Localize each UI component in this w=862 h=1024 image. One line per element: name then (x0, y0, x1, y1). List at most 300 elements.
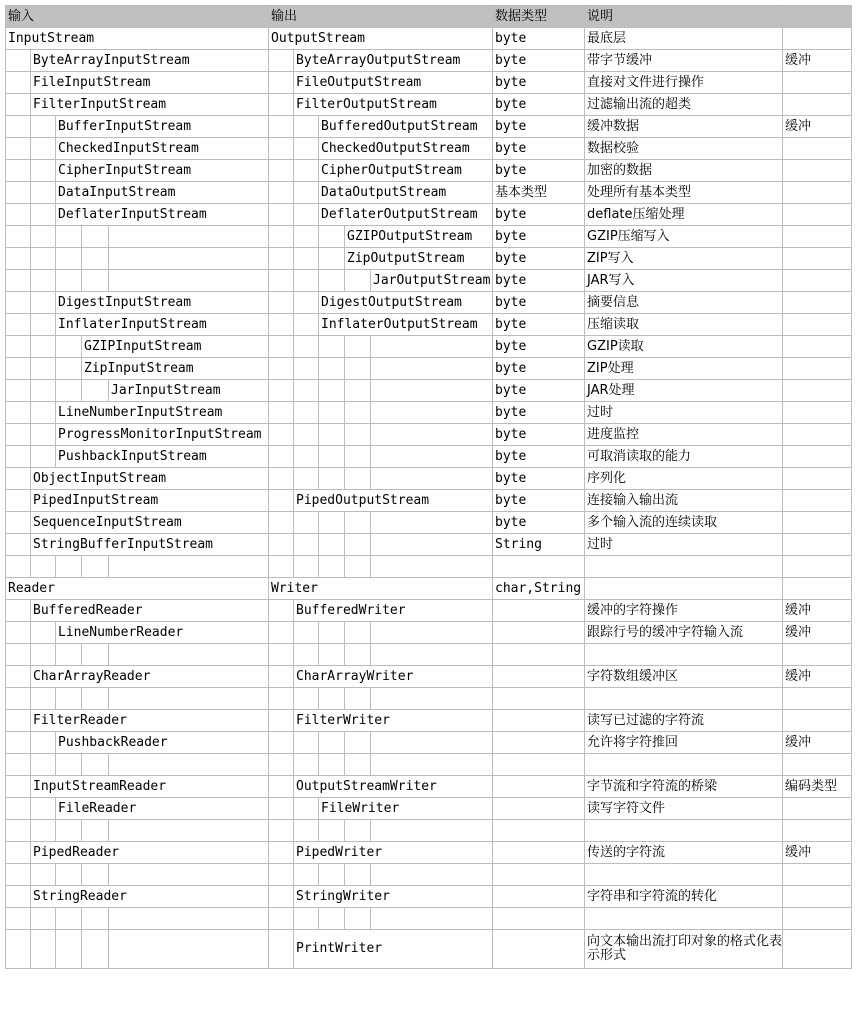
input-indent-cell (6, 754, 31, 776)
input-indent-cell (31, 820, 56, 842)
extra-note-cell (783, 182, 852, 204)
description-cell: 处理所有基本类型 (585, 182, 783, 204)
data-type-cell (493, 666, 585, 688)
output-indent-cell (371, 644, 493, 666)
output-indent-cell (269, 160, 294, 182)
description-cell: 加密的数据 (585, 160, 783, 182)
output-indent-cell (345, 622, 371, 644)
output-indent-cell (319, 688, 345, 710)
extra-note-cell: 缓冲 (783, 116, 852, 138)
output-indent-cell (319, 512, 345, 534)
extra-note-cell: 缓冲 (783, 50, 852, 72)
output-indent-cell (294, 446, 319, 468)
input-class-name: StringReader (31, 886, 269, 908)
input-class-name: JarInputStream (109, 380, 269, 402)
input-indent-cell (56, 754, 82, 776)
data-type-cell (493, 556, 585, 578)
input-class-name: ProgressMonitorInputStream (56, 424, 269, 446)
input-class-name: InputStream (6, 28, 269, 50)
extra-note-cell (783, 204, 852, 226)
output-indent-cell (345, 864, 371, 886)
input-class-name: SequenceInputStream (31, 512, 269, 534)
table-row (6, 292, 852, 314)
description-cell (585, 754, 783, 776)
table-row (6, 710, 852, 732)
output-indent-cell (294, 204, 319, 226)
extra-note-cell (783, 248, 852, 270)
output-indent-cell (345, 688, 371, 710)
output-indent-cell (294, 556, 319, 578)
data-type-cell: byte (493, 116, 585, 138)
data-type-cell (493, 864, 585, 886)
output-indent-cell (319, 908, 345, 930)
output-indent-cell (371, 358, 493, 380)
output-indent-cell (269, 512, 294, 534)
output-indent-cell (269, 94, 294, 116)
input-indent-cell (31, 622, 56, 644)
description-cell: 摘要信息 (585, 292, 783, 314)
extra-note-cell (783, 490, 852, 512)
data-type-cell: byte (493, 490, 585, 512)
input-indent-cell (6, 512, 31, 534)
input-indent-cell (6, 94, 31, 116)
input-indent-cell (82, 688, 109, 710)
output-indent-cell (294, 314, 319, 336)
table-row (6, 138, 852, 160)
output-indent-cell (319, 468, 345, 490)
input-class-name: BufferInputStream (56, 116, 269, 138)
data-type-cell: byte (493, 160, 585, 182)
table-row (6, 512, 852, 534)
description-cell (585, 578, 783, 600)
input-indent-cell (82, 380, 109, 402)
output-indent-cell (294, 468, 319, 490)
output-indent-cell (294, 424, 319, 446)
output-indent-cell (269, 204, 294, 226)
input-indent-cell (56, 380, 82, 402)
input-class-name: CheckedInputStream (56, 138, 269, 160)
input-indent-cell (31, 732, 56, 754)
output-indent-cell (345, 644, 371, 666)
extra-note-cell: 缓冲 (783, 732, 852, 754)
output-indent-cell (269, 138, 294, 160)
output-indent-cell (371, 380, 493, 402)
output-class-name: CharArrayWriter (294, 666, 493, 688)
header-description: 说明 (585, 6, 783, 28)
input-class-name: FilterInputStream (31, 94, 269, 116)
input-class-name: DeflaterInputStream (56, 204, 269, 226)
output-indent-cell (371, 402, 493, 424)
output-indent-cell (294, 116, 319, 138)
output-indent-cell (319, 446, 345, 468)
output-indent-cell (371, 512, 493, 534)
output-indent-cell (345, 380, 371, 402)
output-indent-cell (319, 226, 345, 248)
input-indent-cell (6, 160, 31, 182)
input-indent-cell (31, 160, 56, 182)
data-type-cell: char,String (493, 578, 585, 600)
output-indent-cell (371, 732, 493, 754)
input-class-name: GZIPInputStream (82, 336, 269, 358)
input-indent-cell (6, 666, 31, 688)
input-class-name: BufferedReader (31, 600, 269, 622)
table-row (6, 402, 852, 424)
table-row (6, 578, 852, 600)
output-class-name: Writer (269, 578, 493, 600)
output-indent-cell (269, 732, 294, 754)
output-indent-cell (319, 622, 345, 644)
table-row (6, 468, 852, 490)
input-indent-cell (56, 270, 82, 292)
output-indent-cell (269, 402, 294, 424)
input-indent-cell (6, 358, 31, 380)
output-indent-cell (345, 512, 371, 534)
input-indent-cell (6, 534, 31, 556)
output-indent-cell (319, 270, 345, 292)
input-indent-cell (56, 336, 82, 358)
output-class-name: ByteArrayOutputStream (294, 50, 493, 72)
output-indent-cell (269, 490, 294, 512)
input-indent-cell (6, 72, 31, 94)
data-type-cell: byte (493, 402, 585, 424)
table-row (6, 358, 852, 380)
input-indent-cell (6, 468, 31, 490)
description-cell: 读写已过滤的字符流 (585, 710, 783, 732)
input-class-name: CharArrayReader (31, 666, 269, 688)
output-indent-cell (269, 292, 294, 314)
input-indent-cell (31, 688, 56, 710)
input-indent-cell (82, 270, 109, 292)
table-row (6, 534, 852, 556)
output-indent-cell (294, 732, 319, 754)
extra-note-cell (783, 424, 852, 446)
output-indent-cell (319, 820, 345, 842)
input-indent-cell (6, 336, 31, 358)
extra-note-cell (783, 160, 852, 182)
output-indent-cell (269, 710, 294, 732)
input-indent-cell (31, 336, 56, 358)
description-cell (585, 908, 783, 930)
description-cell: 字节流和字符流的桥梁 (585, 776, 783, 798)
data-type-cell: byte (493, 28, 585, 50)
output-indent-cell (371, 468, 493, 490)
input-indent-cell (6, 138, 31, 160)
output-indent-cell (294, 270, 319, 292)
output-indent-cell (294, 688, 319, 710)
output-class-name: BufferedOutputStream (319, 116, 493, 138)
description-cell: 向文本输出流打印对象的格式化表示形式 (585, 930, 783, 969)
description-cell (585, 644, 783, 666)
input-indent-cell (6, 226, 31, 248)
output-indent-cell (345, 534, 371, 556)
output-class-name: DigestOutputStream (319, 292, 493, 314)
output-indent-cell (345, 556, 371, 578)
input-indent-cell (56, 556, 82, 578)
output-indent-cell (294, 248, 319, 270)
input-indent-cell (6, 776, 31, 798)
table-row (6, 490, 852, 512)
output-indent-cell (345, 754, 371, 776)
input-indent-cell (31, 314, 56, 336)
input-class-name: FileInputStream (31, 72, 269, 94)
description-cell: GZIP读取 (585, 336, 783, 358)
extra-note-cell (783, 446, 852, 468)
extra-note-cell: 编码类型 (783, 776, 852, 798)
table-row (6, 644, 852, 666)
output-indent-cell (371, 534, 493, 556)
input-indent-cell (31, 248, 56, 270)
input-indent-cell (109, 864, 269, 886)
data-type-cell: byte (493, 204, 585, 226)
output-indent-cell (269, 776, 294, 798)
input-indent-cell (109, 556, 269, 578)
input-indent-cell (82, 864, 109, 886)
input-class-name: ZipInputStream (82, 358, 269, 380)
output-indent-cell (294, 358, 319, 380)
output-indent-cell (345, 732, 371, 754)
input-class-name: PushbackReader (56, 732, 269, 754)
input-indent-cell (109, 248, 269, 270)
java-io-stream-table (5, 5, 852, 969)
input-indent-cell (82, 820, 109, 842)
data-type-cell: byte (493, 226, 585, 248)
input-indent-cell (6, 380, 31, 402)
input-indent-cell (31, 116, 56, 138)
output-indent-cell (294, 754, 319, 776)
output-class-name: PipedOutputStream (294, 490, 493, 512)
extra-note-cell (783, 578, 852, 600)
extra-note-cell: 缓冲 (783, 600, 852, 622)
input-class-name: PipedReader (31, 842, 269, 864)
output-indent-cell (371, 688, 493, 710)
description-cell: 序列化 (585, 468, 783, 490)
input-indent-cell (6, 270, 31, 292)
output-class-name: InflaterOutputStream (319, 314, 493, 336)
data-type-cell: byte (493, 314, 585, 336)
input-indent-cell (6, 248, 31, 270)
output-indent-cell (269, 842, 294, 864)
input-class-name: ObjectInputStream (31, 468, 269, 490)
table-row (6, 160, 852, 182)
table-row (6, 930, 852, 969)
output-indent-cell (294, 160, 319, 182)
input-indent-cell (6, 644, 31, 666)
output-indent-cell (294, 512, 319, 534)
data-type-cell (493, 908, 585, 930)
description-cell (585, 820, 783, 842)
output-indent-cell (269, 314, 294, 336)
output-class-name: CheckedOutputStream (319, 138, 493, 160)
input-indent-cell (56, 248, 82, 270)
extra-note-cell (783, 138, 852, 160)
data-type-cell (493, 688, 585, 710)
input-indent-cell (109, 754, 269, 776)
input-indent-cell (31, 556, 56, 578)
extra-note-cell (783, 72, 852, 94)
data-type-cell (493, 886, 585, 908)
input-indent-cell (82, 226, 109, 248)
output-indent-cell (269, 644, 294, 666)
extra-note-cell (783, 534, 852, 556)
table-row (6, 50, 852, 72)
input-indent-cell (6, 600, 31, 622)
output-indent-cell (371, 908, 493, 930)
output-indent-cell (269, 248, 294, 270)
output-indent-cell (294, 336, 319, 358)
description-cell: ZIP写入 (585, 248, 783, 270)
output-indent-cell (269, 270, 294, 292)
table-row (6, 226, 852, 248)
output-indent-cell (294, 864, 319, 886)
output-indent-cell (269, 864, 294, 886)
table-row (6, 556, 852, 578)
table-row (6, 380, 852, 402)
input-class-name: InflaterInputStream (56, 314, 269, 336)
input-indent-cell (6, 182, 31, 204)
input-indent-cell (31, 204, 56, 226)
data-type-cell: byte (493, 138, 585, 160)
extra-note-cell: 缓冲 (783, 666, 852, 688)
input-indent-cell (109, 270, 269, 292)
table-row (6, 116, 852, 138)
input-indent-cell (31, 446, 56, 468)
input-indent-cell (56, 930, 82, 969)
table-row (6, 28, 852, 50)
output-indent-cell (294, 622, 319, 644)
description-cell: 进度监控 (585, 424, 783, 446)
description-cell (585, 556, 783, 578)
table-row (6, 424, 852, 446)
output-indent-cell (269, 72, 294, 94)
description-cell: JAR处理 (585, 380, 783, 402)
table-row (6, 270, 852, 292)
input-indent-cell (31, 798, 56, 820)
input-indent-cell (31, 292, 56, 314)
extra-note-cell (783, 226, 852, 248)
table-row (6, 336, 852, 358)
input-class-name: CipherInputStream (56, 160, 269, 182)
output-indent-cell (371, 754, 493, 776)
extra-note-cell (783, 468, 852, 490)
output-indent-cell (269, 820, 294, 842)
output-indent-cell (319, 424, 345, 446)
description-cell: 过时 (585, 534, 783, 556)
input-indent-cell (82, 248, 109, 270)
output-indent-cell (294, 644, 319, 666)
description-cell: 多个输入流的连续读取 (585, 512, 783, 534)
table-row (6, 776, 852, 798)
table-row (6, 754, 852, 776)
data-type-cell: String (493, 534, 585, 556)
output-indent-cell (269, 182, 294, 204)
output-indent-cell (371, 336, 493, 358)
output-indent-cell (294, 908, 319, 930)
input-indent-cell (82, 930, 109, 969)
output-indent-cell (269, 908, 294, 930)
output-indent-cell (345, 402, 371, 424)
output-indent-cell (319, 336, 345, 358)
description-cell: 过时 (585, 402, 783, 424)
output-class-name: PrintWriter (294, 930, 493, 969)
data-type-cell (493, 820, 585, 842)
extra-note-cell (783, 864, 852, 886)
input-indent-cell (6, 864, 31, 886)
output-class-name: PipedWriter (294, 842, 493, 864)
data-type-cell: byte (493, 468, 585, 490)
input-class-name: FileReader (56, 798, 269, 820)
data-type-cell: byte (493, 270, 585, 292)
input-indent-cell (31, 380, 56, 402)
output-indent-cell (319, 556, 345, 578)
data-type-cell: byte (493, 248, 585, 270)
data-type-cell: byte (493, 512, 585, 534)
extra-note-cell (783, 820, 852, 842)
output-indent-cell (371, 820, 493, 842)
input-indent-cell (6, 314, 31, 336)
output-class-name: FilterWriter (294, 710, 493, 732)
output-indent-cell (345, 468, 371, 490)
output-indent-cell (294, 798, 319, 820)
output-indent-cell (294, 182, 319, 204)
header-input: 输入 (6, 6, 269, 28)
output-indent-cell (269, 358, 294, 380)
input-indent-cell (56, 358, 82, 380)
input-indent-cell (6, 908, 31, 930)
output-class-name: GZIPOutputStream (345, 226, 493, 248)
output-indent-cell (269, 666, 294, 688)
input-class-name: PushbackInputStream (56, 446, 269, 468)
table-row (6, 732, 852, 754)
data-type-cell: byte (493, 292, 585, 314)
header-row (6, 6, 852, 28)
input-indent-cell (6, 556, 31, 578)
input-indent-cell (56, 688, 82, 710)
output-indent-cell (269, 600, 294, 622)
extra-note-cell (783, 94, 852, 116)
description-cell: 跟踪行号的缓冲字符输入流 (585, 622, 783, 644)
output-indent-cell (269, 556, 294, 578)
header-output: 输出 (269, 6, 493, 28)
table-row (6, 688, 852, 710)
input-indent-cell (6, 688, 31, 710)
output-class-name: FilterOutputStream (294, 94, 493, 116)
data-type-cell (493, 600, 585, 622)
output-indent-cell (371, 424, 493, 446)
input-indent-cell (109, 820, 269, 842)
input-indent-cell (6, 50, 31, 72)
data-type-cell: byte (493, 358, 585, 380)
table-row (6, 248, 852, 270)
output-class-name: FileWriter (319, 798, 493, 820)
extra-note-cell (783, 930, 852, 969)
description-cell: deflate压缩处理 (585, 204, 783, 226)
extra-note-cell (783, 886, 852, 908)
table-row (6, 72, 852, 94)
input-class-name: InputStreamReader (31, 776, 269, 798)
extra-note-cell (783, 798, 852, 820)
data-type-cell (493, 710, 585, 732)
input-indent-cell (82, 908, 109, 930)
data-type-cell: byte (493, 50, 585, 72)
description-cell (585, 864, 783, 886)
input-class-name: LineNumberReader (56, 622, 269, 644)
input-class-name: StringBufferInputStream (31, 534, 269, 556)
table-row (6, 798, 852, 820)
output-indent-cell (269, 226, 294, 248)
output-indent-cell (269, 380, 294, 402)
output-indent-cell (371, 864, 493, 886)
output-indent-cell (294, 138, 319, 160)
